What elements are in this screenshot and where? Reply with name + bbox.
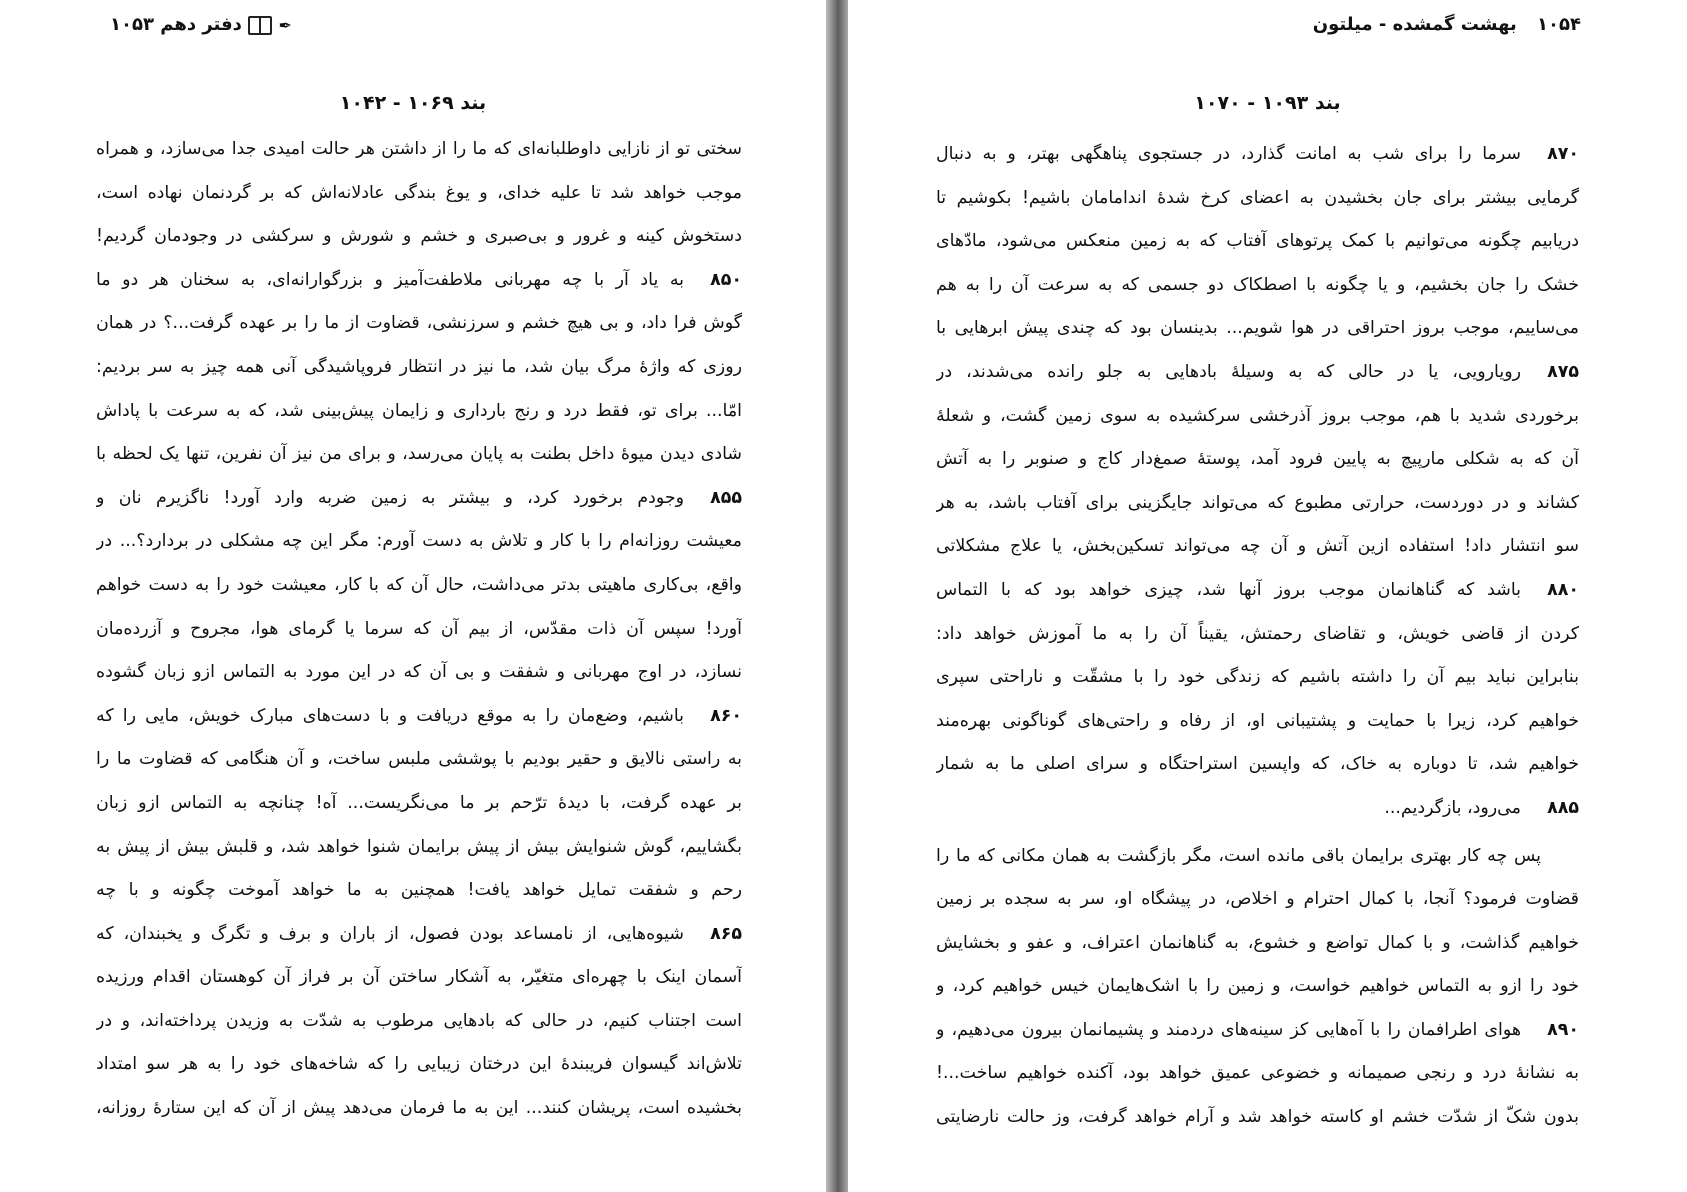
line-text: خشک را جان بخشیم، و یا چگونه با اصطکاک دو جسمی که به سرعت آن را به هم (936, 274, 1579, 295)
open-book-icon (248, 16, 272, 35)
text-line (936, 569, 1579, 613)
line-text: بدون شکّ از شدّت خشم او کاسته خواهد شد و آرام خواهد گرفت، وز حالت نارضایتی (936, 1107, 1579, 1128)
text-line (96, 1043, 742, 1087)
header-icons (248, 15, 298, 36)
line-text: بگشاییم، گوش شنوایش بیش از پیش برایمان شنوا خواهد شد، و قلبش بیش از پیش به (96, 836, 742, 857)
text-line (96, 128, 742, 172)
text-line (936, 656, 1579, 700)
left-page (0, 0, 826, 1192)
text-line (936, 965, 1579, 1009)
line-text: موجب خواهد شد تا علیه خدای، و یوغ بندگی عادلانه‌اش که بر گردنمان نهاده است، (96, 182, 742, 203)
line-text: شیوه‌هایی، از نامساعد بودن فصول، از باران و برف و تگرگ و یخبندان، که (96, 923, 684, 944)
text-line (936, 1009, 1579, 1053)
line-text: خواهیم شد، تا دوباره به خاک، که واپسین استراحتگاه و سرای اصلی ما به شمار (936, 754, 1579, 775)
text-line (96, 608, 742, 652)
line-text: خواهیم کرد، زیرا با حمایت و پشتیبانی او، از رفاه و راحتی‌های گوناگونی بهره‌مند (936, 710, 1579, 731)
right-page-body (936, 133, 1579, 1140)
verse-number: ۸۶۰ (710, 705, 742, 726)
line-text: هوای اطرافمان را با آه‌هایی کز سینه‌های دردمند و پشیمانمان بیرون می‌دهیم، و (936, 1019, 1521, 1040)
line-text: دستخوش کینه و غرور و بی‌صبری و خشم و شورش و سرکشی در وجودمان گردیم! (96, 226, 742, 247)
right-page (848, 0, 1687, 1192)
text-line (936, 787, 1579, 831)
book-title: بهشت گمشده - میلتون (1312, 14, 1517, 35)
text-line (936, 395, 1579, 439)
line-text: به نشانهٔ درد و رنجی صمیمانه و خضوعی عمیق خواهد بود، آکنده خواهیم ساخت...! (936, 1063, 1579, 1084)
text-line (936, 878, 1579, 922)
left-page-body (96, 128, 742, 1131)
text-line (96, 259, 742, 303)
verse-number: ۸۹۰ (1547, 1019, 1579, 1040)
text-line (96, 1087, 742, 1131)
text-line (96, 302, 742, 346)
text-line (936, 525, 1579, 569)
verse-number: ۸۸۵ (1547, 797, 1579, 818)
line-text: می‌رود، بازگردیم... (1384, 797, 1521, 818)
line-text: رحم و شفقت تمایل خواهد یافت! همچنین به ما خواهد آموخت چگونه و با چه (96, 880, 742, 901)
right-running-head (1313, 14, 1581, 35)
verse-number: ۸۵۵ (710, 487, 742, 508)
line-text: معیشت روزانه‌ام را با کار و تلاش به دست آورم: مگر این چه مشکلی در بردارد؟... در (96, 531, 742, 552)
line-text: بر عهده گرفت، با دیدهٔ ترّحم بر ما می‌نگریست... آه! چنانچه به التماس ازو زبان (96, 792, 742, 813)
line-text: خود را ازو به التماس خواهیم خواست، و زمین را با اشک‌هایمان خیس خواهیم کرد، و (936, 976, 1579, 997)
line-text: سختی تو از نازایی داوطلبانه‌ای که ما را از داشتن هر حالت امیدی جدا می‌سازد، و همراه (96, 139, 742, 159)
line-text: امّا... برای تو، فقط درد و رنج بارداری و زایمان پیش‌بینی شد، که به سرعت با پاداش (96, 400, 742, 421)
verse-number: ۸۸۰ (1547, 579, 1579, 600)
line-text: برخوردی شدید با هم، موجب بروز آذرخشی سرکشیده به سوی زمین گشت، و شعلهٔ (936, 405, 1579, 426)
line-text: بخشیده است، پریشان کنند... این به ما فرمان می‌دهد پیش از آن که این ستارهٔ روزانه، (96, 1098, 742, 1119)
text-line (96, 913, 742, 957)
line-text: گرمایی بیشتر برای جان بخشیدن به اعضای کرخ شدهٔ اندامامان باشیم! بکوشیم تا (936, 187, 1579, 208)
line-text: باشیم، وضع‌مان را به موقع دریافت و با دست‌های مبارک خویش، مایی را که (96, 705, 684, 726)
text-line (96, 215, 742, 259)
text-line (96, 826, 742, 870)
line-text: گوش فرا داد، و بی هیچ خشم و سرزنشی، قضاوت از ما را بر عهده گرفت...؟ در همان (96, 313, 742, 334)
text-line (936, 482, 1579, 526)
text-line (96, 390, 742, 434)
line-text: واقع، بی‌کاری ماهیتی بدتر می‌داشت، حال آن که با کار، معیشت خود را به دست خواهم (96, 574, 742, 595)
line-text: رویارویی، یا در حالی که به وسیلهٔ بادهایی به جلو رانده می‌شدند، در (936, 361, 1521, 382)
text-line (936, 743, 1579, 787)
text-line (936, 1096, 1579, 1140)
text-line (936, 1052, 1579, 1096)
text-line (96, 346, 742, 390)
text-line (96, 956, 742, 1000)
line-text: وجودم برخورد کرد، و بیشتر به زمین ضربه وارد آورد! ناگزیرم نان و (96, 487, 684, 508)
text-line (936, 264, 1579, 308)
text-line (936, 177, 1579, 221)
line-text: آن که به شکلی مارپیچ به پایین فرود آمد، پوستهٔ صمغ‌دار کاج و صنوبر را به آتش (936, 449, 1579, 470)
line-text: خواهیم گذاشت، و با کمال تواضع و خشوع، به گناهانمان اعتراف، و عفو و بخشایش (936, 932, 1579, 953)
text-line (96, 869, 742, 913)
pen-icon: ✒ (278, 16, 292, 35)
page-number: ۱۰۵۳ (110, 14, 154, 35)
verse-number: ۸۷۰ (1547, 144, 1579, 164)
line-text: به یاد آر با چه مهربانی ملاطفت‌آمیز و بزرگوارانه‌ای، به سخنان هر دو ما (96, 269, 684, 290)
text-line (96, 695, 742, 739)
text-line (936, 307, 1579, 351)
line-text: قضاوت فرمود؟ آنجا، با کمال احترام و اخلاص، در پیشگاه او، سر به سجده بر زمین (936, 889, 1579, 910)
left-running-head (96, 14, 312, 36)
text-line (96, 782, 742, 826)
text-line (936, 700, 1579, 744)
text-line (936, 613, 1579, 657)
line-text: بنابراین نباید بیم آن را داشته باشیم که زندگی خود را با مشقّت و ناراحتی سپری (936, 667, 1579, 688)
text-line (936, 133, 1579, 177)
text-line (936, 922, 1579, 966)
line-text: آسمان اینک با چهره‌ای متغیّر، به آشکار ساختن آن بر فراز آن کوهستان اقدام ورزیده (96, 967, 742, 988)
line-text: نسازد، در اوج مهربانی و شفقت و بی آن که در این مورد به التماس ازو زبان گشوده (96, 662, 742, 683)
text-line (96, 651, 742, 695)
page-gutter (826, 0, 848, 1192)
line-text: سو انتشار داد! استفاده ازین آتش و آن چه می‌تواند تسکین‌بخش، یا علاج مشکلاتی (936, 536, 1579, 557)
line-text: کشاند و در دوردست، حرارتی مطبوع که می‌تواند جایگزینی برای آفتاب باشد، به هر (936, 492, 1579, 513)
line-text: پس چه کار بهتری برایمان باقی مانده است، مگر بازگشت به همان مکانی که ما را (936, 845, 1541, 866)
line-text: کردن از قاضی خویش، و تقاضای رحمتش، یقیناً آن را به ما آموزش خواهد داد: (936, 623, 1579, 644)
line-text: سرما را برای شب به امانت گذارد، در جستجوی پناهگهی بهتر، و به دنبال (936, 144, 1521, 164)
text-line (96, 172, 742, 216)
book-label: دفتر دهم (160, 14, 242, 35)
verse-number: ۸۷۵ (1547, 361, 1579, 382)
section-title: بند ۱۰۹۳ - ۱۰۷۰ (1194, 92, 1341, 114)
line-text: شادی دیدن میوهٔ داخل بطنت به پایان می‌رسد، و برای من نیز آن نفرین، تنها یک لحظه با (96, 444, 742, 465)
verse-number: ۸۵۰ (710, 269, 742, 290)
line-text: روزی که واژهٔ مرگ بیان شد، ما نیز در انتظار فروپاشیدگی آنی همه چیز به سر بردیم: (96, 356, 742, 377)
text-line (96, 1000, 742, 1044)
text-line (96, 564, 742, 608)
line-text: به راستی نالایق و حقیر بودیم با پوششی ملبس ساخت، و آن هنگامی که قضاوت ما را (96, 749, 742, 770)
text-line (96, 477, 742, 521)
text-line (96, 520, 742, 564)
text-line (936, 438, 1579, 482)
page-number: ۱۰۵۴ (1537, 14, 1581, 35)
section-title: بند ۱۰۶۹ - ۱۰۴۲ (339, 92, 487, 114)
line-text: تلاش‌اند گیسوان فریبندهٔ این درختان زیبایی را که شاخه‌های خود را به هر سو امتداد (96, 1054, 742, 1075)
text-line (936, 351, 1579, 395)
line-text: است اجتناب کنیم، در حالی که بادهایی مرطوب به شدّت به وزیدن پرداخته‌اند، و در (96, 1010, 742, 1031)
text-line (936, 835, 1579, 879)
text-line (936, 220, 1579, 264)
verse-number: ۸۶۵ (710, 923, 742, 944)
line-text: می‌ساییم، موجب بروز احتراقی در هوا شویم... بدینسان بود که چندی پیش ابرهایی با (936, 318, 1579, 339)
text-line (96, 433, 742, 477)
text-line (96, 738, 742, 782)
line-text: باشد که گناهانمان موجب بروز آنها شد، چیزی خواهد بود که با التماس (936, 579, 1521, 600)
line-text: آورد! سپس آن ذات مقدّس، از بیم آن که سرما یا گرمای هوا، مجروح و آزرده‌مان (96, 618, 742, 639)
line-text: دریابیم چگونه می‌توانیم با کمک پرتوهای آفتاب که به زمین منعکس می‌شود، مادّهای (936, 231, 1579, 252)
